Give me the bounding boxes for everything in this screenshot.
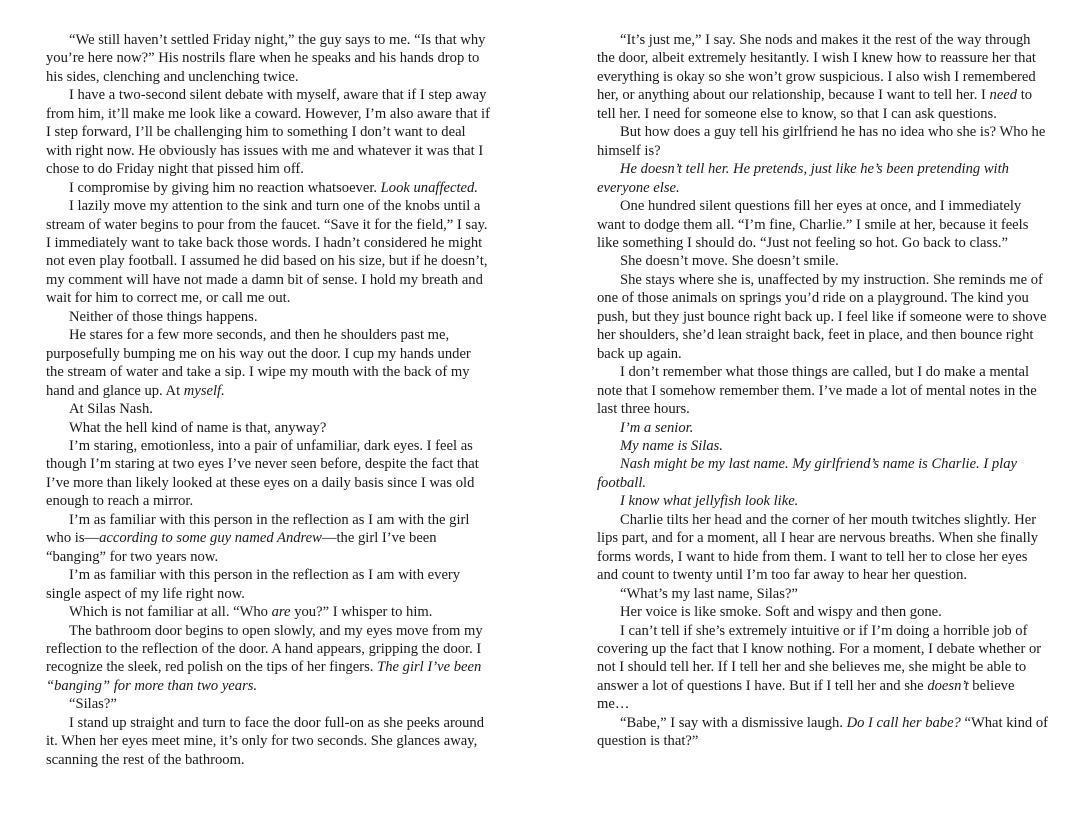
paragraph: [597, 437, 1049, 455]
paragraph: [597, 511, 1049, 585]
italic-text: are: [271, 604, 291, 621]
text-run: Charlie tilts her head and the corner of her mouth twitches slightly. Her lips part, and for a moment, all I hear are nervous breaths. When she finally forms words, I want to hide from them. I want to tell her to close her eyes and count to twenty until I’m too far away to hear her question.: [597, 511, 1039, 584]
italic-text: The girl I’ve been “banging” for more than two years.: [46, 659, 482, 694]
italic-text: Look unaffected.: [380, 179, 478, 196]
italic-text: myself.: [183, 382, 225, 399]
paragraph: [46, 86, 492, 178]
text-run: At Silas Nash.: [69, 401, 153, 418]
italic-text: Nash might be my last name. My girlfriend’s name is Charlie. I play football.: [597, 456, 1017, 491]
italic-text: He doesn’t tell her. He pretends, just like he’s been pretending with everyone else.: [597, 161, 1009, 196]
italic-text: according to some guy named Andrew: [99, 530, 322, 547]
text-run: I have a two-second silent debate with myself, aware that if I step away from him, it’ll make me look like a coward. However, I’m also aware that if I step forward, I’ll be challenging him to something I don’t want to deal with right now. He obviously has issues with me and whatever it was that I chose to do Friday night that pissed him off.: [46, 87, 490, 178]
paragraph: [597, 492, 1049, 510]
paragraph: [597, 31, 1049, 123]
paragraph: [46, 437, 492, 511]
left-page: [46, 31, 492, 769]
text-run: Her voice is like smoke. Soft and wispy and then gone.: [620, 604, 942, 621]
paragraph: [597, 123, 1049, 160]
paragraph: [46, 419, 492, 437]
text-run: I don’t remember what those things are called, but I do make a mental note that I somehow remember them. I’ve made a lot of mental notes in the last three hours.: [597, 364, 1037, 418]
paragraph: [597, 271, 1049, 363]
text-run: “Babe,” I say with a dismissive laugh.: [620, 714, 847, 731]
text-run: “What kind of question is that?”: [597, 714, 1048, 750]
text-run: —the girl I’ve been “banging” for two years now.: [46, 530, 437, 565]
paragraph: [597, 714, 1049, 751]
text-run: “We still haven’t settled Friday night,” the guy says to me. “Is that why you’re here now?” His nostrils flare when he speaks and his hands drop to his sides, clenching and unclenching twice.: [46, 32, 486, 85]
paragraph: [597, 585, 1049, 603]
paragraph: [597, 197, 1049, 252]
text-run: But how does a guy tell his girlfriend he has no idea who she is? Who he himself is?: [597, 124, 1046, 159]
paragraph: [46, 714, 492, 769]
text-run: What the hell kind of name is that, anyway?: [69, 419, 327, 436]
text-run: I lazily move my attention to the sink and turn one of the knobs until a stream of water begins to pour from the faucet. “Save it for the field,” I say. I immediately want to take back those words. I hadn’t considered he might not even play football. I assumed he did based on his size, but if he doesn’t, my comment will have not made a damn bit of sense. I hold my breath and wait for him to correct me, or call me out.: [46, 198, 488, 307]
text-run: to tell her. I need for someone else to know, so that I can ask questions.: [597, 87, 1033, 122]
text-run: I’m staring, emotionless, into a pair of unfamiliar, dark eyes. I feel as though I’m staring at two eyes I’ve never seen before, despite the fact that I’ve more than likely looked at these eyes on a daily basis since I was old enough to reach a mirror.: [46, 437, 479, 510]
italic-text: need: [989, 87, 1018, 104]
text-run: Which is not familiar at all. “Who: [69, 604, 272, 621]
text-run: Neither of those things happens.: [69, 308, 258, 325]
text-run: She stays where she is, unaffected by my instruction. She reminds me of one of those animals on springs you’d ride on a playground. The kind you push, but they just bounce right back up. I feel like if someone were to shove her shoulders, she’d lean straight back, feet in place, and then bounce right back up again.: [597, 271, 1047, 362]
paragraph: [46, 31, 492, 86]
text-run: She doesn’t move. She doesn’t smile.: [620, 253, 839, 270]
paragraph: [597, 252, 1049, 270]
paragraph: [46, 622, 492, 696]
right-page: [597, 31, 1049, 751]
paragraph: [46, 326, 492, 400]
paragraph: [597, 455, 1049, 492]
text-run: you?” I whisper to him.: [290, 604, 433, 621]
paragraph: [46, 603, 492, 621]
italic-text: doesn’t: [927, 677, 969, 694]
italic-text: My name is Silas.: [620, 437, 723, 454]
paragraph: [46, 308, 492, 326]
paragraph: [597, 160, 1049, 197]
paragraph: [46, 179, 492, 197]
paragraph: [46, 695, 492, 713]
text-run: I’m as familiar with this person in the reflection as I am with the girl who is—: [46, 511, 470, 547]
paragraph: [46, 197, 492, 308]
text-run: “It’s just me,” I say. She nods and makes it the rest of the way through the door, albeit extremely hesitantly. I wish I knew how to reassure her that everything is okay so she won’t grow suspicious. I also wish I remembered her, or anything about our relationship, because I want to tell her. I: [597, 32, 1036, 104]
paragraph: [46, 400, 492, 418]
italic-text: Do I call her babe?: [846, 714, 961, 731]
text-run: I can’t tell if she’s extremely intuitive or if I’m doing a horrible job of covering up the fact that I know nothing. For a moment, I debate whether or not I should tell her. If I tell her and she believes me, she might be able to answer a lot of questions I have. But if I tell her and she: [597, 622, 1042, 694]
text-run: I compromise by giving him no reaction whatsoever.: [69, 179, 381, 196]
text-run: The bathroom door begins to open slowly, and my eyes move from my reflection to the reflection of the door. A hand appears, gripping the door. I recognize the sleek, red polish on the tips of her fingers.: [46, 622, 483, 676]
paragraph: [597, 622, 1049, 714]
text-run: I stand up straight and turn to face the door full-on as she peeks around it. When her eyes meet mine, it’s only for two seconds. She glances away, scanning the rest of the bathroom.: [46, 714, 484, 768]
paragraph: [46, 511, 492, 566]
italic-text: I’m a senior.: [620, 419, 694, 436]
text-run: He stares for a few more seconds, and then he shoulders past me, purposefully bumping me on his way out the door. I cup my hands under the stream of water and take a sip. I wipe my mouth with the back of my hand and glance up. At: [46, 327, 471, 399]
text-run: believe me…: [597, 677, 1015, 713]
text-run: “What’s my last name, Silas?”: [620, 585, 798, 602]
paragraph: [46, 566, 492, 603]
text-run: “Silas?”: [69, 696, 117, 713]
paragraph: [597, 603, 1049, 621]
paragraph: [597, 419, 1049, 437]
italic-text: I know what jellyfish look like.: [620, 493, 799, 510]
paragraph: [597, 363, 1049, 418]
text-run: One hundred silent questions fill her eyes at once, and I immediately want to dodge them all. “I’m fine, Charlie.” I smile at her, because it feels like something I should do. “Just not feeling so hot. Go back to class.”: [597, 198, 1029, 251]
text-run: I’m as familiar with this person in the reflection as I am with every single aspect of my life right now.: [46, 567, 461, 602]
